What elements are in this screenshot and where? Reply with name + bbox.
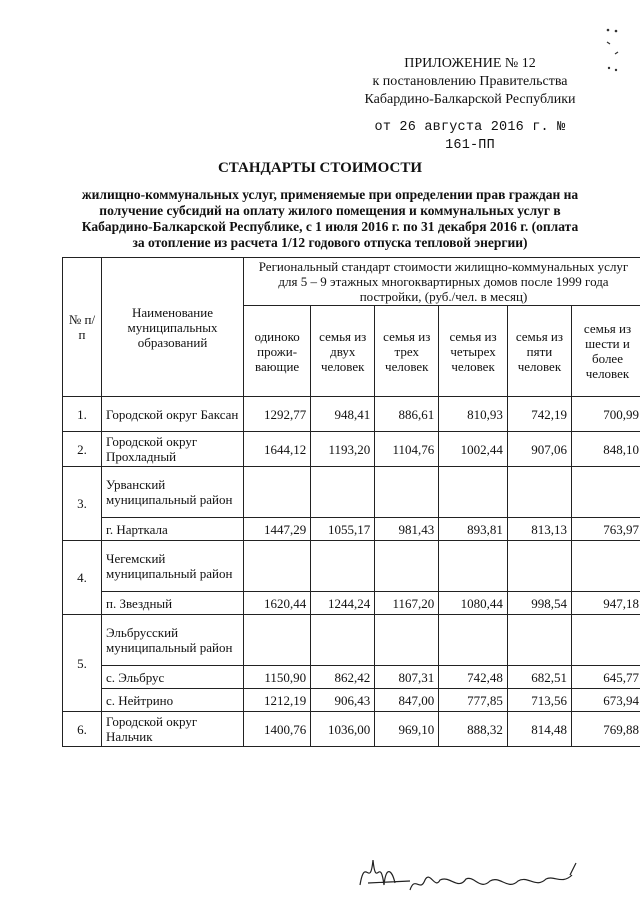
cell-value: 1292,77 — [244, 397, 311, 432]
cell-value: 769,88 — [572, 712, 640, 747]
header-number: № п/п — [63, 258, 102, 397]
cell-value: 847,00 — [375, 689, 439, 712]
cell-value: 893,81 — [439, 518, 508, 541]
cell-value: 1150,90 — [244, 666, 311, 689]
appendix-resolution: к постановлению Правительства — [372, 74, 568, 89]
table-row — [63, 666, 640, 689]
cell-value: 713,56 — [507, 689, 571, 712]
cell-value: 673,94 — [572, 689, 640, 712]
appendix-date: от 26 августа 2016 г. № 161-ПП — [374, 120, 566, 153]
appendix-republic: Кабардино-Балкарской Республики — [364, 92, 576, 107]
row-municipality: Городской округ Прохладный — [102, 432, 244, 467]
margin-marks — [602, 22, 622, 82]
row-municipality: Городской округ Баксан — [102, 397, 244, 432]
table-row — [63, 467, 640, 518]
cell-value: 906,43 — [311, 689, 375, 712]
table-row — [63, 432, 640, 467]
table-row — [63, 397, 640, 432]
cell-value: 1104,76 — [375, 432, 439, 467]
cell-value: 886,61 — [375, 397, 439, 432]
cell-value: 1036,00 — [311, 712, 375, 747]
header-single: одиноко прожи-вающие — [244, 306, 311, 397]
cell-value: 948,41 — [311, 397, 375, 432]
cell-value: 888,32 — [439, 712, 508, 747]
table-row — [63, 615, 640, 666]
row-number: 6. — [63, 712, 102, 747]
cell-value: 1644,12 — [244, 432, 311, 467]
cell-value: 998,54 — [507, 592, 571, 615]
row-locality: п. Звездный — [102, 592, 244, 615]
cell-value: 1167,20 — [375, 592, 439, 615]
row-locality: с. Эльбрус — [102, 666, 244, 689]
cell-value: 645,77 — [572, 666, 640, 689]
cell-value: 947,18 — [572, 592, 640, 615]
row-number: 3. — [63, 467, 102, 541]
cell-value: 763,97 — [572, 518, 640, 541]
cell-value: 969,10 — [375, 712, 439, 747]
cell-value: 1400,76 — [244, 712, 311, 747]
cell-value: 848,10 — [572, 432, 640, 467]
header-family-6: семья из шести и более человек — [572, 306, 640, 397]
standards-table — [62, 257, 640, 747]
cell-value: 862,42 — [311, 666, 375, 689]
cell-value: 682,51 — [507, 666, 571, 689]
row-number: 4. — [63, 541, 102, 615]
cell-value: 1055,17 — [311, 518, 375, 541]
cell-value: 1620,44 — [244, 592, 311, 615]
appendix-number: ПРИЛОЖЕНИЕ № 12 — [404, 56, 536, 71]
header-family-4: семья из четырех человек — [439, 306, 508, 397]
cell-value: 1193,20 — [311, 432, 375, 467]
cell-value: 1080,44 — [439, 592, 508, 615]
row-locality: г. Нарткала — [102, 518, 244, 541]
cell-value: 814,48 — [507, 712, 571, 747]
cell-value: 742,48 — [439, 666, 508, 689]
header-family-3: семья из трех человек — [375, 306, 439, 397]
row-locality: с. Нейтрино — [102, 689, 244, 712]
row-number: 5. — [63, 615, 102, 712]
table-row — [63, 712, 640, 747]
cell-value: 813,13 — [507, 518, 571, 541]
document-subtitle: жилищно-коммунальных услуг, применяемые при определении прав граждан на получение субсидий на оплату жилого помещения и коммунальных услуг в Кабардино-Балкарской Республике, с 1 июля 2016 г. по 31 декабря 2016 г. (оплата за отопление из расчета 1/12 годового отпуска тепловой энергии) — [81, 187, 579, 250]
handwritten-signatures — [340, 845, 600, 900]
cell-value: 1212,19 — [244, 689, 311, 712]
row-municipality: Урванский муниципальный район — [102, 467, 244, 518]
document-title: СТАНДАРТЫ СТОИМОСТИ — [217, 160, 423, 176]
cell-value: 1002,44 — [439, 432, 508, 467]
cell-value: 1244,24 — [311, 592, 375, 615]
cell-value: 807,31 — [375, 666, 439, 689]
appendix-block — [360, 55, 580, 155]
cell-value: 1447,29 — [244, 518, 311, 541]
header-regional-standard: Региональный стандарт стоимости жилищно-коммунальных услуг для 5 – 9 этажных многоквартирных домов после 1999 года постройки, (руб./чел. в месяц) — [244, 258, 640, 306]
row-municipality: Эльбрусский муниципальный район — [102, 615, 244, 666]
cell-value: 981,43 — [375, 518, 439, 541]
cell-value: 742,19 — [507, 397, 571, 432]
header-municipality: Наименование муниципальных образований — [102, 258, 244, 397]
table-row — [63, 689, 640, 712]
row-number: 1. — [63, 397, 102, 432]
row-municipality: Чегемский муниципальный район — [102, 541, 244, 592]
cell-value: 777,85 — [439, 689, 508, 712]
cell-value: 810,93 — [439, 397, 508, 432]
cell-value: 907,06 — [507, 432, 571, 467]
table-row — [63, 541, 640, 592]
table-header-row — [63, 258, 640, 306]
table-row — [63, 592, 640, 615]
table-row — [63, 518, 640, 541]
cell-value: 700,99 — [572, 397, 640, 432]
row-municipality: Городской округ Нальчик — [102, 712, 244, 747]
row-number: 2. — [63, 432, 102, 467]
header-family-5: семья из пяти человек — [507, 306, 571, 397]
header-family-2: семья из двух человек — [311, 306, 375, 397]
